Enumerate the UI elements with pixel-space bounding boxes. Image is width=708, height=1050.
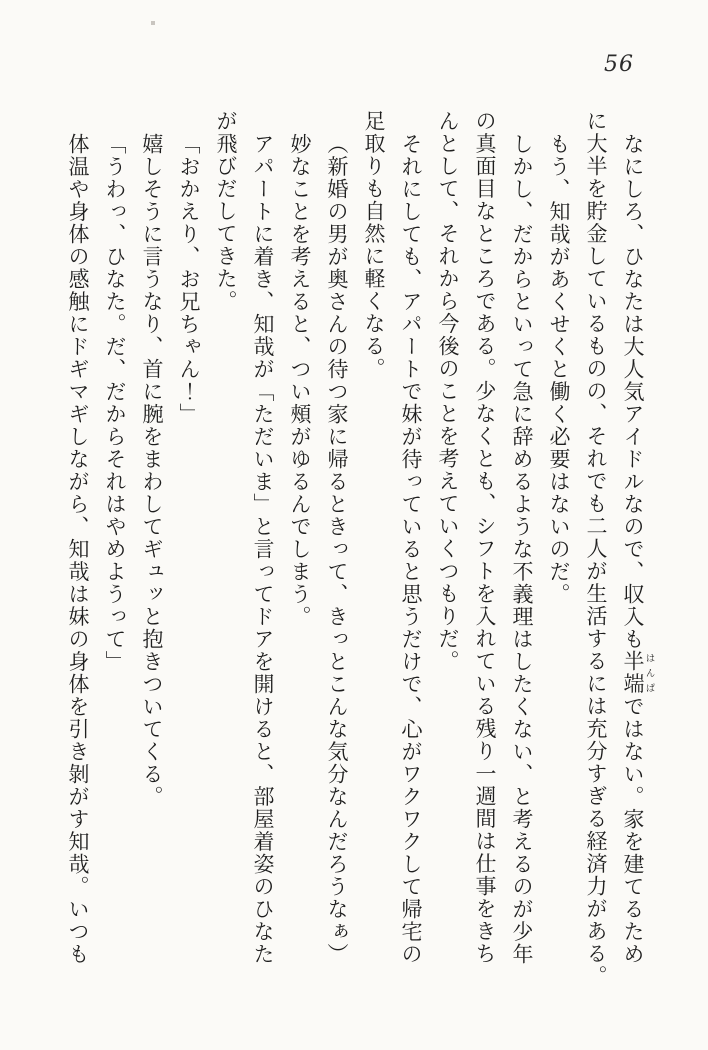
text-line bbox=[318, 110, 355, 1015]
text-run: それにしても、アパートで妹が待っていると思うだけで、心がワクワクして帰宅の bbox=[399, 132, 423, 965]
text-run: なにしろ、ひなたは大人気アイドルなので、収入も bbox=[621, 132, 645, 650]
text-line bbox=[59, 110, 96, 1015]
text-run: が飛びだしてきた。 bbox=[214, 110, 238, 313]
text-line bbox=[244, 110, 281, 1015]
scan-speck bbox=[151, 21, 155, 25]
furigana-ruby: 半端はんぱ bbox=[621, 650, 655, 695]
text-line bbox=[392, 110, 429, 1015]
text-run: もう、知哉があくせくと働く必要はないのだ。 bbox=[547, 132, 571, 605]
text-line bbox=[96, 110, 133, 1015]
text-line bbox=[466, 110, 503, 1015]
text-run: の真面目なところである。少なくとも、シフトを入れている残り一週間は仕事をきち bbox=[473, 110, 497, 965]
text-run: 体温や身体の感触にドギマギしながら、知哉は妹の身体を引き剝がす知哉。いつも bbox=[66, 132, 90, 965]
text-run: 「おかえり、お兄ちゃん！」 bbox=[177, 132, 201, 425]
text-line bbox=[614, 110, 654, 1015]
text-run: アパートに着き、知哉が「ただいま」と言ってドアを開けると、部屋着姿のひなた bbox=[251, 132, 275, 965]
text-block bbox=[59, 110, 654, 1015]
text-line bbox=[170, 110, 207, 1015]
text-run: （新婚の男が奥さんの待つ家に帰るときって、きっとこんな気分なんだろうなぁ） bbox=[325, 132, 349, 965]
text-run: 足取りも自然に軽くなる。 bbox=[362, 110, 386, 380]
text-run: 「うわっ、ひなた。だ、だからそれはやめようって」 bbox=[103, 132, 127, 673]
page-number: 56 bbox=[604, 52, 634, 77]
text-line bbox=[540, 110, 577, 1015]
text-line bbox=[207, 110, 244, 1015]
text-run: ではない。家を建てるため bbox=[621, 695, 645, 965]
text-run: 妙なことを考えると、つい頰がゆるんでしまう。 bbox=[288, 132, 312, 628]
text-run: に大半を貯金しているものの、それでも二人が生活するには充分すぎる経済力がある。 bbox=[584, 110, 608, 988]
text-line bbox=[281, 110, 318, 1015]
text-line bbox=[429, 110, 466, 1015]
text-line bbox=[503, 110, 540, 1015]
text-line bbox=[577, 110, 614, 1015]
text-run: しかし、だからといって急に辞めるような不義理はしたくない、と考えるのが少年 bbox=[510, 132, 534, 965]
text-run: 嬉しそうに言うなり、首に腕をまわしてギュッと抱きついてくる。 bbox=[140, 132, 164, 808]
text-run: んとして、それから今後のことを考えていくつもりだ。 bbox=[436, 110, 460, 673]
text-line bbox=[133, 110, 170, 1015]
text-line bbox=[355, 110, 392, 1015]
